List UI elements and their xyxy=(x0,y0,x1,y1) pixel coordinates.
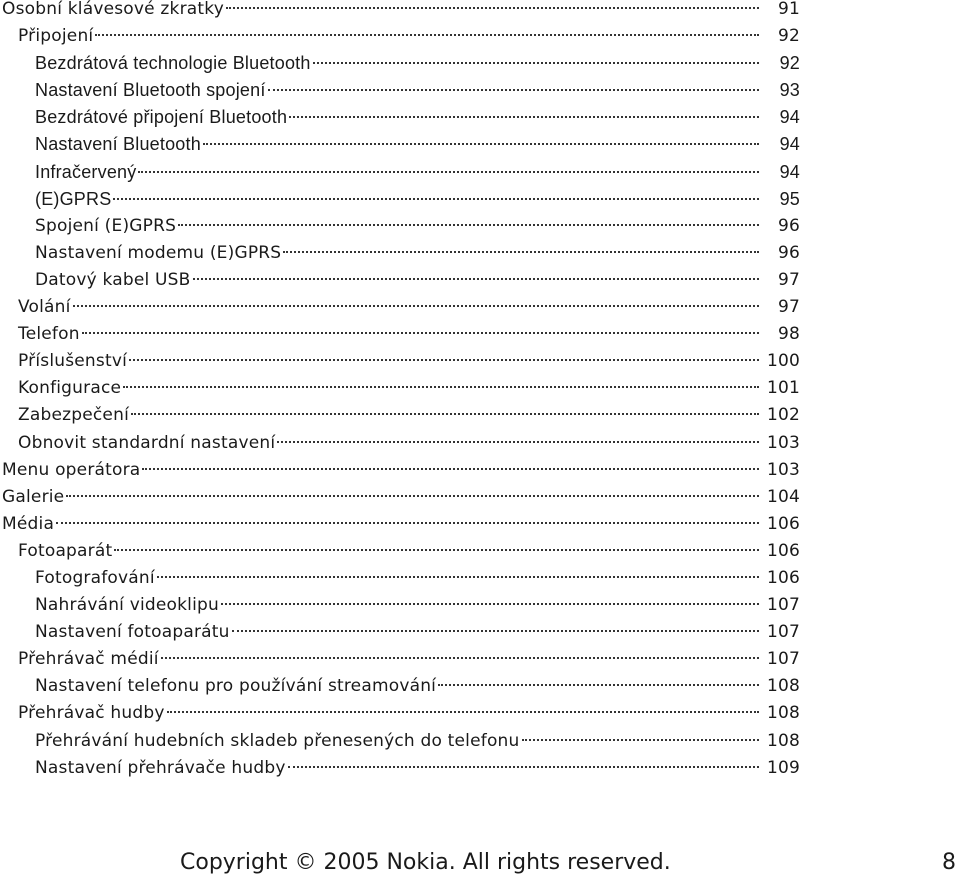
toc-entry[interactable] xyxy=(0,321,800,348)
toc-entry-title: Spojení (E)GPRS xyxy=(35,215,177,236)
dot-leader xyxy=(66,495,759,497)
toc-entry[interactable] xyxy=(0,592,800,619)
toc-entry-page-number: 92 xyxy=(779,53,800,74)
dot-leader xyxy=(203,143,759,145)
toc-entry-title: Telefon xyxy=(18,324,80,345)
toc-entry-title: Připojení xyxy=(18,26,94,47)
toc-entry-title: Obnovit standardní nastavení xyxy=(18,432,276,453)
dot-leader xyxy=(289,116,759,118)
toc-entry-page-number: 107 xyxy=(766,649,800,670)
toc-entry-page-number: 97 xyxy=(777,269,800,290)
toc-entry[interactable] xyxy=(0,213,800,240)
toc-entry[interactable] xyxy=(0,511,800,538)
toc-entry-title: Přehrávání hudebních skladeb přenesených do telefonu xyxy=(35,730,520,751)
dot-leader xyxy=(95,34,759,36)
toc-entry[interactable] xyxy=(0,457,800,484)
toc-entry-page-number: 107 xyxy=(766,595,800,616)
dot-leader xyxy=(522,739,760,741)
toc-entry[interactable] xyxy=(0,104,800,131)
toc-entry-page-number: 97 xyxy=(777,297,800,318)
dot-leader xyxy=(178,224,759,226)
toc-entry-title: Galerie xyxy=(2,486,65,507)
toc-entry-title: Zabezpečení xyxy=(18,405,129,426)
toc-entry-title: Nastavení telefonu pro používání streamování xyxy=(35,676,437,697)
toc-entry[interactable] xyxy=(0,294,800,321)
toc-entry[interactable] xyxy=(0,755,800,782)
dot-leader xyxy=(438,684,759,686)
toc-entry-title: Datový kabel USB xyxy=(35,269,191,290)
dot-leader xyxy=(142,468,759,470)
dot-leader xyxy=(167,711,759,713)
dot-leader xyxy=(113,198,759,200)
toc-entry[interactable] xyxy=(0,673,800,700)
toc-entry-page-number: 103 xyxy=(766,459,800,480)
toc-entry[interactable] xyxy=(0,700,800,727)
dot-leader xyxy=(283,251,759,253)
toc-entry-title: Nastavení Bluetooth spojení xyxy=(35,80,266,101)
toc-entry-title: Přehrávač hudby xyxy=(18,703,165,724)
toc-entry-title: Média xyxy=(2,513,55,534)
toc-entry-page-number: 92 xyxy=(777,26,800,47)
dot-leader xyxy=(131,413,759,415)
dot-leader xyxy=(138,171,759,173)
dot-leader xyxy=(123,386,759,388)
toc-entry-page-number: 94 xyxy=(779,161,800,182)
toc-entry-title: Přehrávač médií xyxy=(18,649,159,670)
dot-leader xyxy=(313,62,759,64)
toc-entry-page-number: 94 xyxy=(779,134,800,155)
toc-entry-page-number: 98 xyxy=(777,324,800,345)
toc-entry-page-number: 108 xyxy=(766,676,800,697)
toc-entry[interactable] xyxy=(0,728,800,755)
dot-leader xyxy=(193,278,759,280)
toc-entry[interactable] xyxy=(0,50,800,77)
toc-entry-title: Nastavení přehrávače hudby xyxy=(35,757,286,778)
dot-leader xyxy=(288,766,759,768)
toc-entry[interactable] xyxy=(0,131,800,158)
toc-entry-title: Nastavení Bluetooth xyxy=(35,134,201,155)
dot-leader xyxy=(268,89,759,91)
toc-entry[interactable] xyxy=(0,186,800,213)
dot-leader xyxy=(129,359,759,361)
dot-leader xyxy=(277,441,759,443)
toc-entry-title: Nastavení modemu (E)GPRS xyxy=(35,242,282,263)
toc-entry-page-number: 96 xyxy=(777,242,800,263)
toc-entry-page-number: 109 xyxy=(766,757,800,778)
toc-entry-title: Fotografování xyxy=(35,567,155,588)
toc-entry-page-number: 104 xyxy=(766,486,800,507)
dot-leader xyxy=(221,603,759,605)
dot-leader xyxy=(56,522,759,524)
toc-entry-title: Nahrávání videoklipu xyxy=(35,595,219,616)
toc-entry[interactable] xyxy=(0,484,800,511)
toc-entry[interactable] xyxy=(0,646,800,673)
toc-entry-title: Volání xyxy=(18,297,71,318)
toc-entry-page-number: 100 xyxy=(766,351,800,372)
page-footer xyxy=(0,846,960,880)
toc-entry-page-number: 103 xyxy=(766,432,800,453)
toc-entry[interactable] xyxy=(0,159,800,186)
toc-entry-title: Menu operátora xyxy=(2,459,141,480)
toc-entry-page-number: 106 xyxy=(766,513,800,534)
toc-entry-page-number: 106 xyxy=(766,567,800,588)
toc-entry[interactable] xyxy=(0,619,800,646)
toc-entry[interactable] xyxy=(0,23,800,50)
page-number: 8 xyxy=(942,850,956,875)
toc-entry-page-number: 102 xyxy=(766,405,800,426)
toc-entry-page-number: 107 xyxy=(766,622,800,643)
toc-entry[interactable] xyxy=(0,77,800,104)
toc-entry[interactable] xyxy=(0,565,800,592)
toc-entry-title: Osobní klávesové zkratky xyxy=(2,0,224,19)
toc-entry-page-number: 108 xyxy=(766,703,800,724)
toc-entry-title: Infračervený xyxy=(35,161,137,182)
toc-entry[interactable] xyxy=(0,240,800,267)
dot-leader xyxy=(161,657,759,659)
dot-leader xyxy=(114,549,759,551)
toc-entry-title: (E)GPRS xyxy=(35,188,112,209)
toc-entry[interactable] xyxy=(0,402,800,429)
dot-leader xyxy=(226,7,759,9)
toc-entry-title: Fotoaparát xyxy=(18,540,113,561)
toc-entry[interactable] xyxy=(0,538,800,565)
toc-entry-page-number: 91 xyxy=(777,0,800,19)
toc-entry-page-number: 101 xyxy=(766,378,800,399)
dot-leader xyxy=(82,332,759,334)
toc-entry[interactable] xyxy=(0,267,800,294)
toc-entry-page-number: 96 xyxy=(777,215,800,236)
toc-entry-page-number: 106 xyxy=(766,540,800,561)
toc-entry[interactable] xyxy=(0,430,800,457)
toc-entry[interactable] xyxy=(0,0,800,23)
toc-entry-page-number: 94 xyxy=(779,107,800,128)
toc-entry-title: Konfigurace xyxy=(18,378,122,399)
toc-entry-title: Nastavení fotoaparátu xyxy=(35,622,230,643)
dot-leader xyxy=(73,305,759,307)
toc-entry-page-number: 108 xyxy=(766,730,800,751)
dot-leader xyxy=(232,630,759,632)
toc-entry-title: Příslušenství xyxy=(18,351,128,372)
toc-entry[interactable] xyxy=(0,348,800,375)
toc-entry-page-number: 95 xyxy=(779,188,800,209)
toc-entry-title: Bezdrátové připojení Bluetooth xyxy=(35,107,288,128)
toc-entry-title: Bezdrátová technologie Bluetooth xyxy=(35,53,311,74)
toc-entry[interactable] xyxy=(0,375,800,402)
copyright-notice: Copyright © 2005 Nokia. All rights reserved. xyxy=(180,850,671,875)
dot-leader xyxy=(157,576,759,578)
toc-entry-page-number: 93 xyxy=(779,80,800,101)
